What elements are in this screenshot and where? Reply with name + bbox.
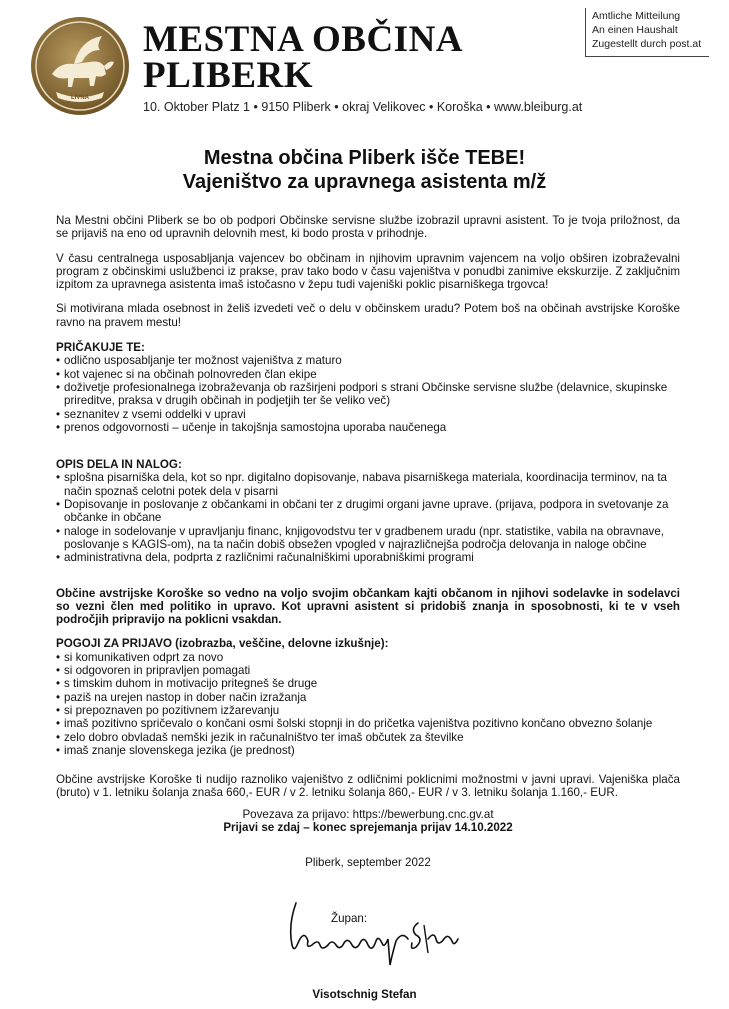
application-link[interactable]: Povezava za prijavo: https://bewerbung.cnc.gv.at	[242, 807, 494, 821]
document-body	[56, 214, 680, 870]
postal-notice	[585, 8, 709, 57]
address-line: 10. Oktober Platz 1 • 9150 Pliberk • okraj Velikovec • Koroška • www.bleiburg.at	[143, 100, 583, 114]
intro-paragraph: Na Mestni občini Pliberk se bo ob podpori Občinske servisne službe izobrazil upravni asistent. To je tvoja priložnost, da se prijaviš na eno od upravnih delovnih mest, ki bodo prosta v prihodnje.	[56, 214, 680, 241]
list-item: • imaš pozitivno spričevalo o končani osmi šolski stopnji in do pričetka vajeništva pozitivno končano obvezno šolanje	[56, 717, 680, 730]
postal-notice-line: Zugestellt durch post.at	[592, 38, 702, 50]
mayor-label: Župan:	[331, 912, 368, 925]
postal-notice-line: Amtliche Mitteilung	[592, 10, 681, 22]
list-item: • s timskim duhom in motivacijo pritegneš še druge	[56, 677, 680, 690]
list-item: • Dopisovanje in poslovanje z občankami in občani ter z drugimi organi javne uprave. (prijava, podpora in svetovanje za občanke in občane	[56, 498, 680, 525]
title-line2: Vajeništvo za upravnega asistenta m/ž	[182, 171, 547, 193]
list-item: • prenos odgovornosti – učenje in takojšnja samostojna uporaba naučenega	[56, 421, 680, 434]
organization-name	[143, 19, 464, 96]
postal-notice-line: An einen Haushalt	[592, 24, 678, 36]
bold-paragraph: Občine avstrijske Koroške so vedno na voljo svojim občankam kajti občanom in njihovi sodelavke in sodelavci so vezni člen med politiko in upravo. Kot upravni asistent si pridobiš znanja in sposobnosti, ki te v vseh področjih pripravijo na poklicni vsakdan.	[56, 586, 680, 627]
list-item: • paziš na urejen nastop in dober način izražanja	[56, 691, 680, 704]
list-item: • si odgovoren in pripravljen pomagati	[56, 664, 680, 677]
signature	[278, 895, 478, 975]
org-name-line2: PLIBERK	[143, 55, 314, 96]
place-and-date: Pliberk, september 2022	[305, 856, 431, 870]
list-item: • splošna pisarniška dela, kot so npr. digitalno dopisovanje, nabava pisarniškega materiala, koordinacija terminov, na ta način spoznaš celotni potek dela v pisarni	[56, 471, 680, 498]
list-item: • odlično usposabljanje ter možnost vajeništva z maturo	[56, 354, 680, 367]
list-item: • imaš znanje slovenskega jezika (je prednost)	[56, 744, 680, 757]
intro-paragraph: V času centralnega usposabljanja vajencev bo občinam in njihovim upravnim vajencem na voljo obširen izobraževalni program z občinskimi uslužbenci iz prakse, prav tako bodo v času vajeništva v ponudbi zanimive ekskurzije. Z zaključnim izpitom za upravnega asistenta imaš istočasno v žepu tudi vajeniški poklic pisarniškega trgovca!	[56, 251, 680, 292]
mayor-name: Visotschnig Stefan	[312, 988, 417, 1001]
municipal-logo	[30, 16, 130, 116]
expect-heading: PRIČAKUJE TE:	[56, 341, 145, 355]
expect-list	[56, 354, 680, 434]
list-item: • kot vajenec si na občinah polnovreden član ekipe	[56, 368, 680, 381]
requirements-list	[56, 651, 680, 757]
list-item: • zelo dobro obvladaš nemški jezik in računalništvo ter imaš občutek za številke	[56, 731, 680, 744]
list-item: • seznanitev z vsemi oddelki v upravi	[56, 408, 680, 421]
application-deadline: Prijavi se zdaj – konec sprejemanja prijav 14.10.2022	[223, 820, 513, 834]
intro-paragraph: Si motivirana mlada osebnost in želiš izvedeti več o delu v občinskem uradu? Potem boš na občinah avstrijske Koroške ravno na pravem mestu!	[56, 302, 680, 329]
title-line1: Mestna občina Pliberk išče TEBE!	[203, 147, 526, 169]
org-name-line1: MESTNA OBČINA	[143, 19, 464, 60]
list-item: • administrativna dela, podprta z različnimi računalniškimi uporabniškimi programi	[56, 551, 680, 564]
list-item: • doživetje profesionalnega izobraževanja ob razširjeni podpori s strani Občinske servisne službe (delavnice, skupinske prireditve, praksa v drugih občinah in podjetjih ter še veliko več)	[56, 381, 680, 408]
list-item: • si komunikativen odprt za novo	[56, 651, 680, 664]
list-item: • si prepoznaven po pozitivnem izžarevanju	[56, 704, 680, 717]
duties-heading: OPIS DELA IN NALOG:	[56, 458, 182, 472]
requirements-heading: POGOJI ZA PRIJAVO (izobrazba, veščine, delovne izkušnje):	[56, 637, 389, 651]
list-item: • naloge in sodelovanje v upravljanju financ, knjigovodstvu ter v gradbenem uradu (npr. statistike, vabila na obravnave, poslovanje s KAGIS-om), na ta način dobiš obsežen vpogled v najrazličnejša področja delovanja in naloge občine	[56, 525, 680, 552]
page-title	[0, 146, 729, 194]
logo-text: LIVNA	[71, 95, 89, 101]
duties-list	[56, 471, 680, 564]
offer-paragraph: Občine avstrijske Koroške ti nudijo raznoliko vajeništvo z odličnimi poklicnimi možnostmi v javni upravi. Vajeniška plača (bruto) v 1. letniku šolanja znaša 660,- EUR / v 2. letniku šolanja 860,- EUR / v 3. letniku šolanja 1.160,- EUR.	[56, 773, 680, 800]
